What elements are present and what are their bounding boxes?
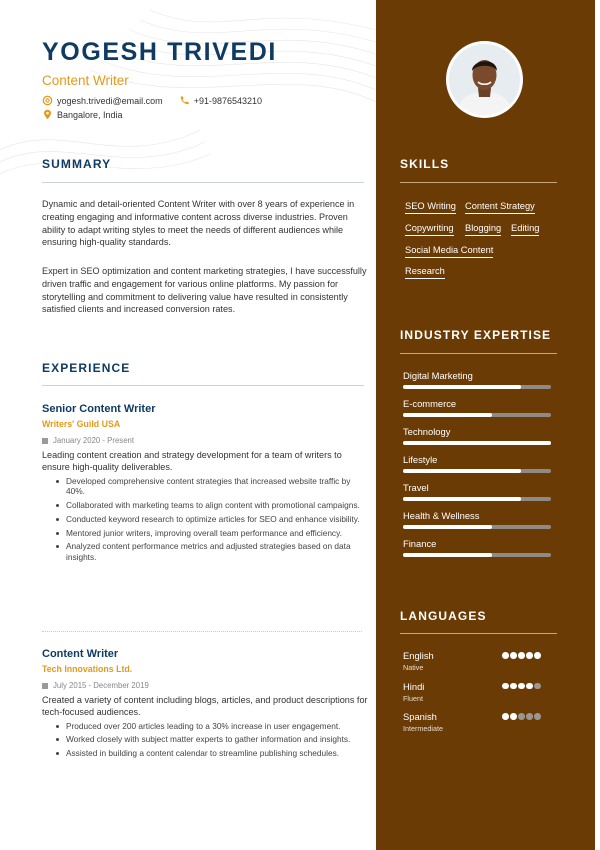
job-title: Senior Content Writer [42, 403, 156, 415]
skill-tag: Editing [511, 223, 539, 236]
calendar-icon [42, 683, 48, 689]
profile-photo [446, 41, 523, 118]
language-item [403, 711, 553, 733]
job-description: Created a variety of content including blogs, articles, and product descriptions for tech-focused audiences. [42, 695, 368, 718]
rating-dot [526, 683, 533, 690]
rating-dot [526, 652, 533, 659]
rating-dot [510, 683, 517, 690]
expertise-label: Technology [403, 426, 451, 437]
skill-tag: Blogging [465, 223, 501, 236]
expertise-item [403, 510, 553, 529]
rating-dot [534, 652, 541, 659]
expertise-item [403, 426, 553, 445]
job-date [42, 436, 368, 445]
job-bullet-list [42, 476, 368, 563]
expertise-label: Lifestyle [403, 454, 438, 465]
expertise-progress-fill [403, 413, 492, 417]
experience-divider [42, 385, 364, 386]
language-level: Intermediate [403, 724, 443, 733]
language-item [403, 681, 553, 703]
email-text[interactable]: yogesh.trivedi@email.com [57, 95, 163, 106]
job-bullet: Assisted in building a content calendar to streamline publishing schedules. [42, 748, 368, 759]
job-entry-2 [42, 648, 368, 762]
expertise-label: E-commerce [403, 398, 457, 409]
languages-divider [400, 633, 557, 634]
summary-divider [42, 182, 364, 183]
expertise-item [403, 370, 553, 389]
job-bullet: Developed comprehensive content strategies that increased website traffic by 40%. [42, 476, 368, 497]
skill-tag: Research [405, 266, 445, 279]
job-bullet: Conducted keyword research to optimize articles for SEO and enhance visibility. [42, 514, 368, 525]
expertise-progress-fill [403, 385, 521, 389]
expertise-divider [400, 353, 557, 354]
expertise-progress-bar [403, 441, 551, 445]
expertise-label: Travel [403, 482, 429, 493]
language-name: Hindi [403, 680, 425, 692]
expertise-item [403, 398, 553, 417]
skills-divider [400, 182, 557, 183]
phone-icon [179, 95, 190, 106]
job-title-header: Content Writer [42, 73, 129, 88]
job-description: Leading content creation and strategy development for a team of writers to ensure high-quality deliverables. [42, 450, 342, 473]
experience-heading: EXPERIENCE [42, 361, 131, 375]
language-name: Spanish [403, 711, 437, 722]
rating-dot [502, 713, 509, 720]
skill-tag: Copywriting [405, 223, 454, 236]
skill-tag: SEO Writing [405, 201, 456, 214]
contact-row-2 [42, 109, 123, 120]
languages-heading: LANGUAGES [400, 609, 487, 623]
rating-dot [502, 652, 509, 659]
language-rating [502, 652, 542, 659]
job-entry-1 [42, 403, 368, 566]
expertise-item [403, 482, 553, 501]
expertise-progress-fill [403, 525, 492, 529]
job-title: Content Writer [42, 648, 119, 660]
expertise-progress-bar [403, 469, 551, 473]
job-separator [42, 631, 362, 632]
expertise-progress-fill [403, 553, 492, 557]
language-name: English [403, 650, 434, 661]
skills-heading: SKILLS [400, 157, 450, 171]
job-bullet: Mentored junior writers, improving overall team performance and efficiency. [42, 528, 368, 539]
rating-dot [502, 683, 509, 690]
page-edge [595, 0, 600, 850]
calendar-icon [42, 438, 48, 444]
location-pin-icon [42, 109, 53, 120]
expertise-progress-fill [403, 497, 521, 501]
phone-text[interactable]: +91-9876543210 [193, 95, 263, 106]
expertise-item [403, 538, 553, 557]
avatar-illustration [449, 44, 520, 115]
job-bullet-list [42, 721, 368, 759]
language-level: Fluent [403, 693, 423, 703]
summary-paragraph-2: Expert in SEO optimization and content marketing strategies, I have successfully driven traffic and engagement for various online platforms. My passion for storytelling and commitment to delivering value have resulted in consistently satisfied clients and increased conversion rates. [42, 266, 367, 315]
email-icon [42, 95, 53, 106]
expertise-item [403, 454, 553, 473]
job-date [42, 681, 368, 690]
expertise-progress-bar [403, 525, 551, 529]
language-rating [502, 683, 542, 690]
rating-dot [518, 652, 525, 659]
summary-heading: SUMMARY [42, 157, 112, 171]
language-rating [502, 713, 542, 720]
job-date-text: January 2020 - Present [53, 436, 135, 445]
job-bullet: Produced over 200 articles leading to a 30% increase in user engagement. [42, 721, 368, 732]
expertise-progress-bar [403, 497, 551, 501]
expertise-progress-fill [403, 469, 521, 473]
job-date-text: July 2015 - December 2019 [53, 681, 149, 690]
candidate-name: YOGESH TRIVEDI [42, 38, 277, 66]
expertise-heading: INDUSTRY EXPERTISE [400, 328, 552, 342]
language-item [403, 650, 553, 672]
skill-tag: Content Strategy [465, 201, 535, 214]
language-level: Native [403, 663, 424, 672]
expertise-label: Digital Marketing [403, 370, 473, 381]
job-company: Tech Innovations Ltd. [42, 664, 133, 674]
rating-dot [510, 652, 517, 659]
rating-dot [518, 683, 525, 690]
skill-tag: Social Media Content [405, 245, 493, 258]
rating-dot [534, 683, 541, 690]
rating-dot [518, 713, 525, 720]
expertise-label: Finance [403, 538, 437, 549]
job-bullet: Analyzed content performance metrics and adjusted strategies based on data insights. [42, 541, 368, 562]
rating-dot [526, 713, 533, 720]
rating-dot [510, 713, 517, 720]
contact-row-1 [42, 95, 262, 106]
job-bullet: Worked closely with subject matter experts to gather information and insights. [42, 734, 368, 745]
job-company: Writers' Guild USA [42, 419, 121, 429]
location-text: Bangalore, India [57, 109, 123, 120]
expertise-progress-bar [403, 385, 551, 389]
rating-dot [534, 713, 541, 720]
summary-paragraph-1: Dynamic and detail-oriented Content Writer with over 8 years of experience in creating engaging and informative content across diverse industries. Proven ability to adapt writing styles to meet the needs of different audiences while ensuring high-quality standards. [42, 199, 355, 248]
expertise-label: Health & Wellness [403, 510, 480, 521]
job-bullet: Collaborated with marketing teams to align content with promotional campaigns. [42, 500, 368, 511]
expertise-progress-fill [403, 441, 551, 445]
expertise-progress-bar [403, 553, 551, 557]
expertise-progress-bar [403, 413, 551, 417]
